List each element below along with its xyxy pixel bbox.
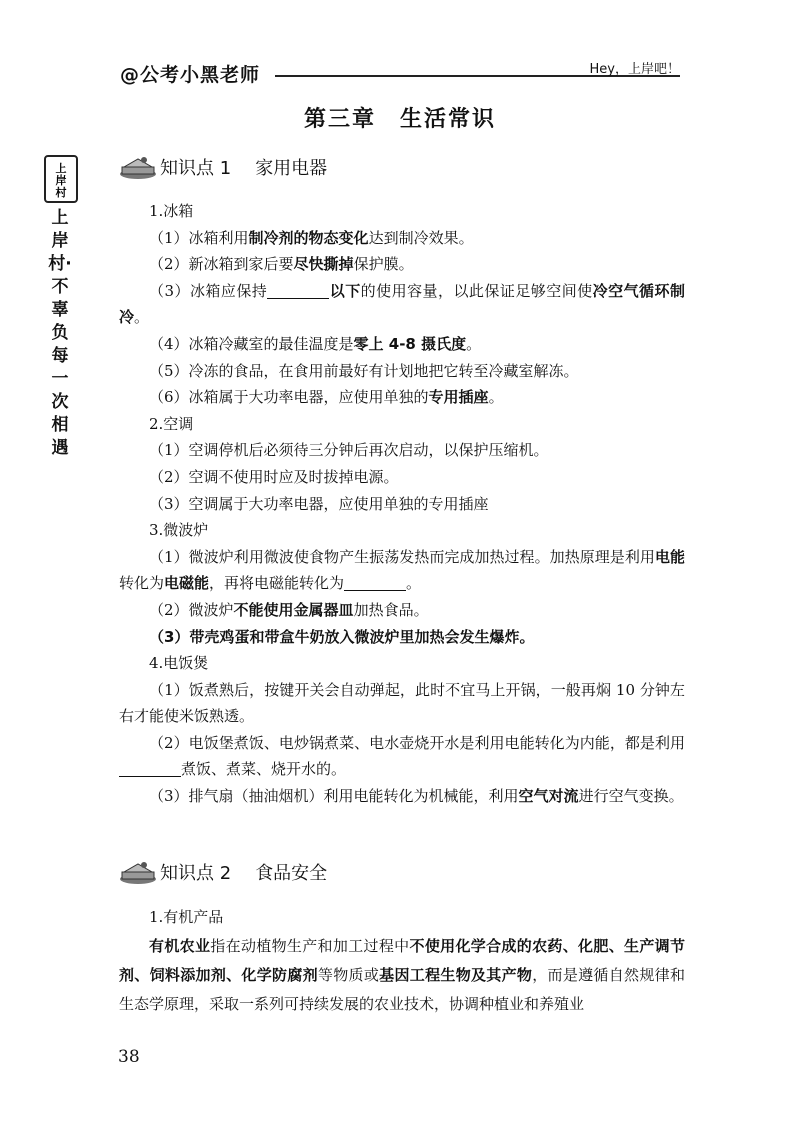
fill-blank: [344, 575, 406, 591]
svg-text:上: 上: [55, 162, 67, 175]
kp1-title: 家用电器: [255, 158, 328, 179]
fridge-line-1: （1）冰箱利用制冷剂的物态变化达到制冷效果。: [149, 228, 474, 247]
svg-text:岸: 岸: [55, 174, 67, 187]
book-icon: [118, 153, 158, 181]
svg-text:村: 村: [55, 186, 67, 198]
header-author: @公考小黑老师: [120, 64, 261, 86]
kp2-title: 食品安全: [255, 863, 328, 884]
page-number: 38: [118, 1047, 140, 1067]
kp1-number: 知识点 1: [160, 158, 232, 179]
microwave-line-2: （2）微波炉不能使用金属器皿加热食品。: [149, 600, 429, 619]
chapter-title: 第三章 生活常识: [303, 107, 496, 132]
ac-line-3: （3）空调属于大功率电器，应使用单独的专用插座: [149, 494, 489, 513]
section-appliances: [119, 198, 685, 810]
seal-logo: [44, 155, 78, 203]
fridge-line-3: （3）冰箱应保持 以下的使用容量，以此保证足够空间使冷空气循环制冷。: [119, 281, 685, 327]
cooker-heading: 4.电饭煲: [149, 654, 209, 673]
ac-line-2: （2）空调不使用时应及时拔掉电源。: [149, 467, 399, 486]
fill-blank: [267, 283, 329, 299]
cooker-line-2: （2）电饭堡煮饭、电炒锅煮菜、电水壶烧开水是利用电能转化为内能，都是利用煮饭、煮菜、烧开水的。: [119, 730, 685, 783]
section-food-safety: [119, 903, 685, 1019]
fridge-line-4: （4）冰箱冷藏室的最佳温度是零上 4-8 摄氏度。: [149, 334, 482, 353]
book-icon: [118, 858, 158, 886]
microwave-line-3: （3）带壳鸡蛋和带盒牛奶放入微波炉里加热会发生爆炸。: [149, 627, 535, 646]
fridge-line-6: （6）冰箱属于大功率电器，应使用单独的专用插座。: [149, 388, 504, 407]
microwave-heading: 3.微波炉: [149, 521, 209, 540]
organic-paragraph: 有机农业指在动植物生产和加工过程中不使用化学合成的农药、化肥、生产调节剂、饲料添加剂、化学防腐剂等物质或基因工程生物及其产物，而是遵循自然规律和生态学原理，采取一系列可持续发展的农业技术，协调种植业和养殖业: [119, 937, 685, 1013]
seal-mark-icon: [49, 160, 73, 198]
knowledge-point-2-heading: [118, 857, 327, 887]
header-slogan: Hey，上岸吧！: [589, 62, 680, 77]
cooker-line-1: （1）饭煮熟后，按键开关会自动弹起，此时不宜马上开锅，一般再焖 10 分钟左右才能使米饭熟透。: [119, 680, 685, 726]
knowledge-point-1-heading: [118, 152, 327, 182]
fridge-line-2: （2）新冰箱到家后要尽快撕掉保护膜。: [149, 255, 414, 274]
fridge-heading: 1.冰箱: [149, 202, 194, 220]
fridge-line-5: （5）冷冻的食品，在食用前最好有计划地把它转至冷藏室解冻。: [149, 361, 579, 380]
cooker-line-3: （3）排气扇（抽油烟机）利用电能转化为机械能，利用空气对流进行空气变换。: [149, 787, 684, 806]
side-motto: 上岸村·不辜负每一次相遇: [48, 208, 72, 458]
microwave-line-1: （1）微波炉利用微波使食物产生振荡发热而完成加热过程。加热原理是利用电能转化为电磁能，再将电磁能转化为 。: [119, 547, 685, 593]
ac-line-1: （1）空调停机后必须待三分钟后再次启动，以保护压缩机。: [149, 441, 549, 460]
fill-blank: [119, 761, 181, 777]
kp2-number: 知识点 2: [160, 863, 232, 884]
organic-heading: 1.有机产品: [149, 908, 224, 926]
ac-heading: 2.空调: [149, 414, 194, 433]
